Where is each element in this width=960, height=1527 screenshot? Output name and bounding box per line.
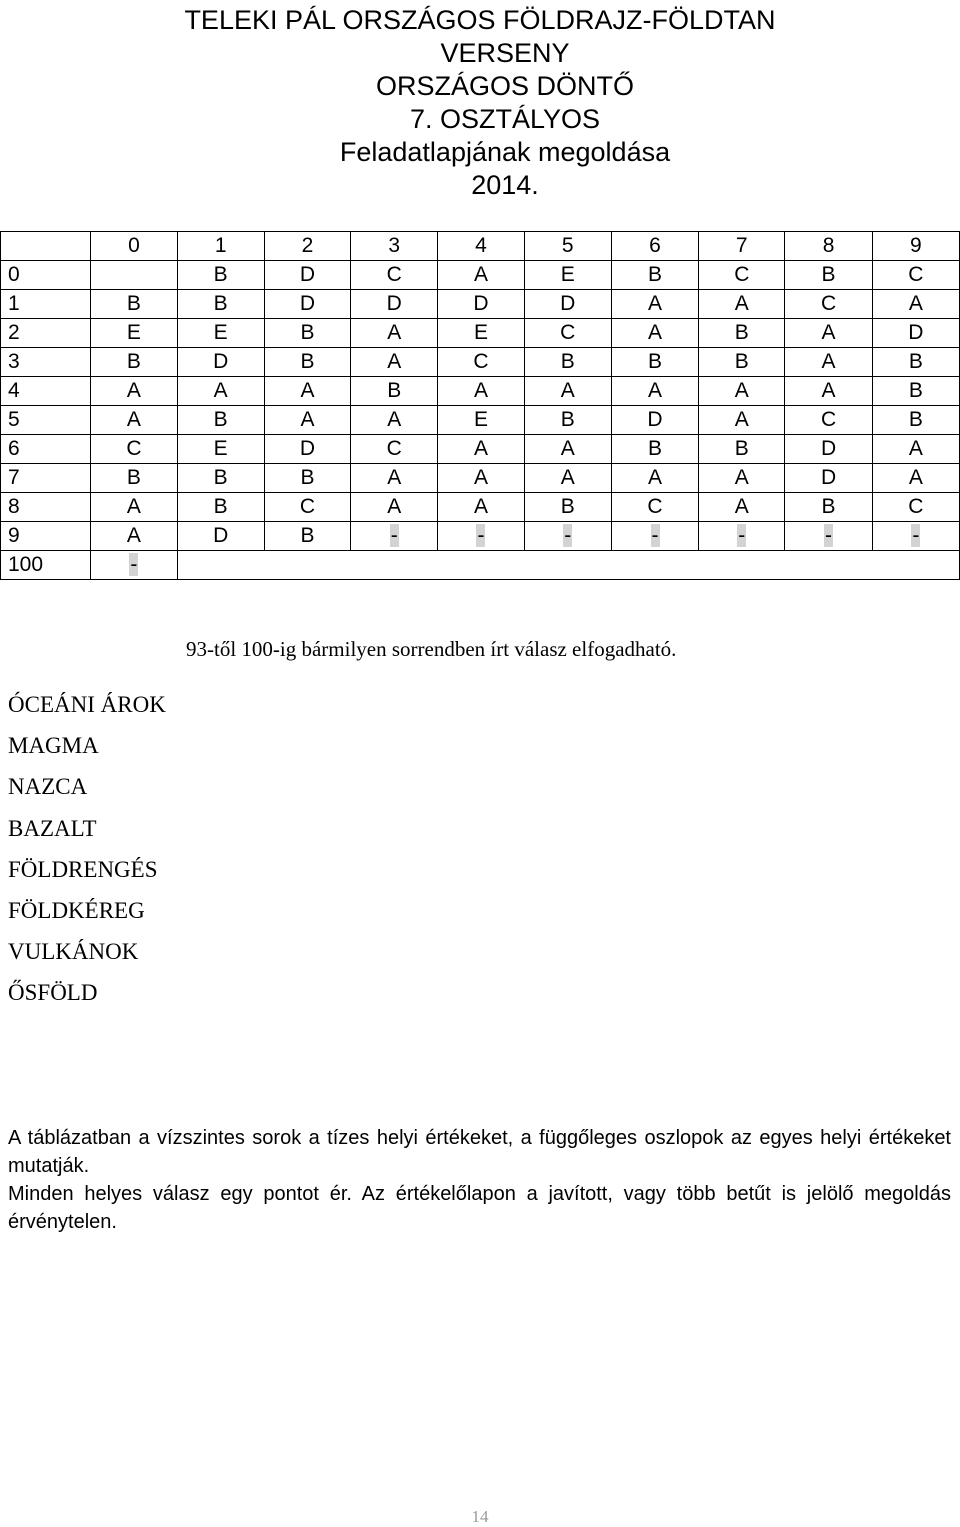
answer-cell: B <box>872 377 959 406</box>
document-title <box>0 4 960 202</box>
answer-cell: A <box>872 290 959 319</box>
answer-cell: C <box>872 261 959 290</box>
table-row <box>1 522 960 551</box>
answer-cell: B <box>524 493 611 522</box>
answer-cell: C <box>699 261 785 290</box>
answer-cell: A <box>91 493 177 522</box>
answer-cell: A <box>351 493 438 522</box>
word-item: NAZCA <box>8 774 88 800</box>
answer-cell <box>611 522 698 551</box>
row-header-cell: 2 <box>1 319 91 348</box>
column-header-cell: 8 <box>785 232 872 261</box>
note-text: 93-től 100-ig bármilyen sorrendben írt válasz elfogadható. <box>186 637 677 661</box>
answer-cell <box>438 522 524 551</box>
answer-cell: B <box>91 290 177 319</box>
answer-cell <box>351 522 438 551</box>
answer-cell: C <box>785 406 872 435</box>
answer-cell: A <box>351 348 438 377</box>
table-row <box>1 290 960 319</box>
answer-cell: A <box>785 377 872 406</box>
table-row <box>1 406 960 435</box>
dash-mark: - <box>477 524 485 547</box>
answer-cell: B <box>872 348 959 377</box>
answer-cell <box>524 522 611 551</box>
answer-cell: B <box>264 522 350 551</box>
answer-cell: B <box>264 319 350 348</box>
answer-cell: C <box>438 348 524 377</box>
answer-cell: A <box>785 348 872 377</box>
answer-cell: A <box>438 464 524 493</box>
answer-cell: A <box>872 435 959 464</box>
answer-cell: E <box>438 406 524 435</box>
answer-cell: D <box>264 435 350 464</box>
answer-cell: D <box>177 348 264 377</box>
column-header-cell: 7 <box>699 232 785 261</box>
row-header-cell: 8 <box>1 493 91 522</box>
empty-cell <box>177 551 959 580</box>
column-header-cell: 2 <box>264 232 350 261</box>
title-line-3: ORSZÁGOS DÖNTŐ <box>375 71 635 101</box>
answer-cell <box>91 551 177 580</box>
dash-mark: - <box>564 524 572 547</box>
answer-cell: E <box>177 435 264 464</box>
title-line-6: 2014. <box>471 170 539 200</box>
answer-cell: D <box>785 435 872 464</box>
answer-cell: D <box>177 522 264 551</box>
answer-cell <box>699 522 785 551</box>
answer-cell: A <box>699 464 785 493</box>
answer-cell: E <box>91 319 177 348</box>
page-number: 14 <box>471 1507 489 1526</box>
title-line-1: TELEKI PÁL ORSZÁGOS FÖLDRAJZ-FÖLDTAN <box>184 5 776 35</box>
column-header-cell: 1 <box>177 232 264 261</box>
answer-cell: B <box>699 348 785 377</box>
answer-cell: B <box>264 348 350 377</box>
dash-mark: - <box>738 524 746 547</box>
row-header-cell: 5 <box>1 406 91 435</box>
answer-cell: B <box>872 406 959 435</box>
answer-cell: A <box>351 464 438 493</box>
answer-cell: A <box>351 319 438 348</box>
answer-cell: A <box>438 377 524 406</box>
answer-cell: B <box>699 435 785 464</box>
dash-mark: - <box>825 524 833 547</box>
answer-cell: A <box>611 377 698 406</box>
answer-cell: A <box>785 319 872 348</box>
table-row <box>1 261 960 290</box>
row-header-cell: 7 <box>1 464 91 493</box>
word-item: ÓCEÁNI ÁROK <box>8 692 166 717</box>
dash-mark: - <box>390 524 398 547</box>
answer-cell: A <box>264 377 350 406</box>
word-item: MAGMA <box>8 733 99 759</box>
answer-cell: A <box>438 261 524 290</box>
answer-cell: A <box>611 464 698 493</box>
title-line-5: Feladatlapjának megoldása <box>339 137 671 167</box>
answer-cell: A <box>699 290 785 319</box>
answer-cell: B <box>177 406 264 435</box>
answer-cell: A <box>611 290 698 319</box>
answer-cell: A <box>264 406 350 435</box>
answer-cell: A <box>177 377 264 406</box>
answer-cell: D <box>785 464 872 493</box>
dash-mark: - <box>651 524 659 547</box>
dash-mark: - <box>912 524 920 547</box>
answer-cell: C <box>91 435 177 464</box>
answer-cell: D <box>872 319 959 348</box>
answer-cell: A <box>699 493 785 522</box>
answer-cell: A <box>91 522 177 551</box>
answer-cell: D <box>438 290 524 319</box>
answer-cell: B <box>785 493 872 522</box>
answer-cell: B <box>699 319 785 348</box>
answer-cell: D <box>264 290 350 319</box>
answer-table-body <box>1 232 960 580</box>
answer-cell: B <box>177 493 264 522</box>
table-row <box>1 348 960 377</box>
answer-cell: B <box>524 406 611 435</box>
column-header-cell: 3 <box>351 232 438 261</box>
word-list <box>8 684 166 1014</box>
answer-cell: C <box>351 261 438 290</box>
row-header-cell: 9 <box>1 522 91 551</box>
answer-cell: A <box>438 493 524 522</box>
answer-key-table <box>0 231 960 580</box>
answer-cell: A <box>438 435 524 464</box>
answer-cell <box>91 261 177 290</box>
word-item: FÖLDRENGÉS <box>8 856 158 882</box>
row-header-cell: 1 <box>1 290 91 319</box>
answer-cell <box>785 522 872 551</box>
answer-cell: D <box>524 290 611 319</box>
answer-cell: B <box>524 348 611 377</box>
column-header-cell: 6 <box>611 232 698 261</box>
title-line-4: 7. OSZTÁLYOS <box>409 104 601 134</box>
answer-cell: B <box>264 464 350 493</box>
answer-cell: B <box>785 261 872 290</box>
explanation-paragraph-1: A táblázatban a vízszintes sorok a tízes helyi értékeket, a függőleges oszlopok az egyes helyi értékeket mutatják. <box>8 1127 951 1177</box>
answer-cell: C <box>785 290 872 319</box>
answer-cell: A <box>524 377 611 406</box>
row-header-cell: 6 <box>1 435 91 464</box>
column-header-cell: 0 <box>91 232 177 261</box>
table-corner-cell <box>1 232 91 261</box>
answer-cell: B <box>351 377 438 406</box>
answer-cell: A <box>91 406 177 435</box>
table-header-row <box>1 232 960 261</box>
title-line-2: VERSENY <box>440 38 570 68</box>
explanation-paragraph-2: Minden helyes válasz egy pontot ér. Az értékelőlapon a javított, vagy több betűt is jelölő megoldás érvénytelen. <box>8 1183 951 1233</box>
word-item: ŐSFÖLD <box>8 980 98 1006</box>
dash-mark: - <box>130 553 138 576</box>
column-header-cell: 9 <box>872 232 959 261</box>
answer-cell: B <box>91 348 177 377</box>
answer-cell: B <box>177 261 264 290</box>
answer-cell: A <box>699 406 785 435</box>
row-header-cell: 0 <box>1 261 91 290</box>
answer-cell <box>872 522 959 551</box>
table-row <box>1 435 960 464</box>
answer-cell: C <box>264 493 350 522</box>
word-item: BAZALT <box>8 815 97 841</box>
table-row <box>1 464 960 493</box>
table-row <box>1 551 960 580</box>
row-header-cell: 4 <box>1 377 91 406</box>
column-header-cell: 5 <box>524 232 611 261</box>
answer-cell: C <box>872 493 959 522</box>
answer-cell: D <box>351 290 438 319</box>
answer-cell: A <box>351 406 438 435</box>
answer-cell: C <box>524 319 611 348</box>
answer-cell: A <box>872 464 959 493</box>
answer-cell: D <box>611 406 698 435</box>
answer-cell: B <box>91 464 177 493</box>
table-row <box>1 377 960 406</box>
answer-cell: C <box>611 493 698 522</box>
answer-cell: B <box>611 261 698 290</box>
row-header-cell: 100 <box>1 551 91 580</box>
answer-cell: A <box>91 377 177 406</box>
answer-cell: B <box>177 464 264 493</box>
answer-cell: D <box>264 261 350 290</box>
word-item: FÖLDKÉREG <box>8 898 145 924</box>
answer-cell: B <box>611 348 698 377</box>
explanation <box>8 1124 951 1236</box>
answer-cell: C <box>351 435 438 464</box>
answer-cell: E <box>177 319 264 348</box>
answer-cell: A <box>611 319 698 348</box>
answer-cell: B <box>611 435 698 464</box>
row-header-cell: 3 <box>1 348 91 377</box>
answer-cell: E <box>438 319 524 348</box>
column-header-cell: 4 <box>438 232 524 261</box>
word-item: VULKÁNOK <box>8 939 139 965</box>
answer-cell: A <box>699 377 785 406</box>
answer-cell: B <box>177 290 264 319</box>
table-row <box>1 319 960 348</box>
answer-cell: A <box>524 435 611 464</box>
answer-cell: E <box>524 261 611 290</box>
answer-cell: A <box>524 464 611 493</box>
table-row <box>1 493 960 522</box>
